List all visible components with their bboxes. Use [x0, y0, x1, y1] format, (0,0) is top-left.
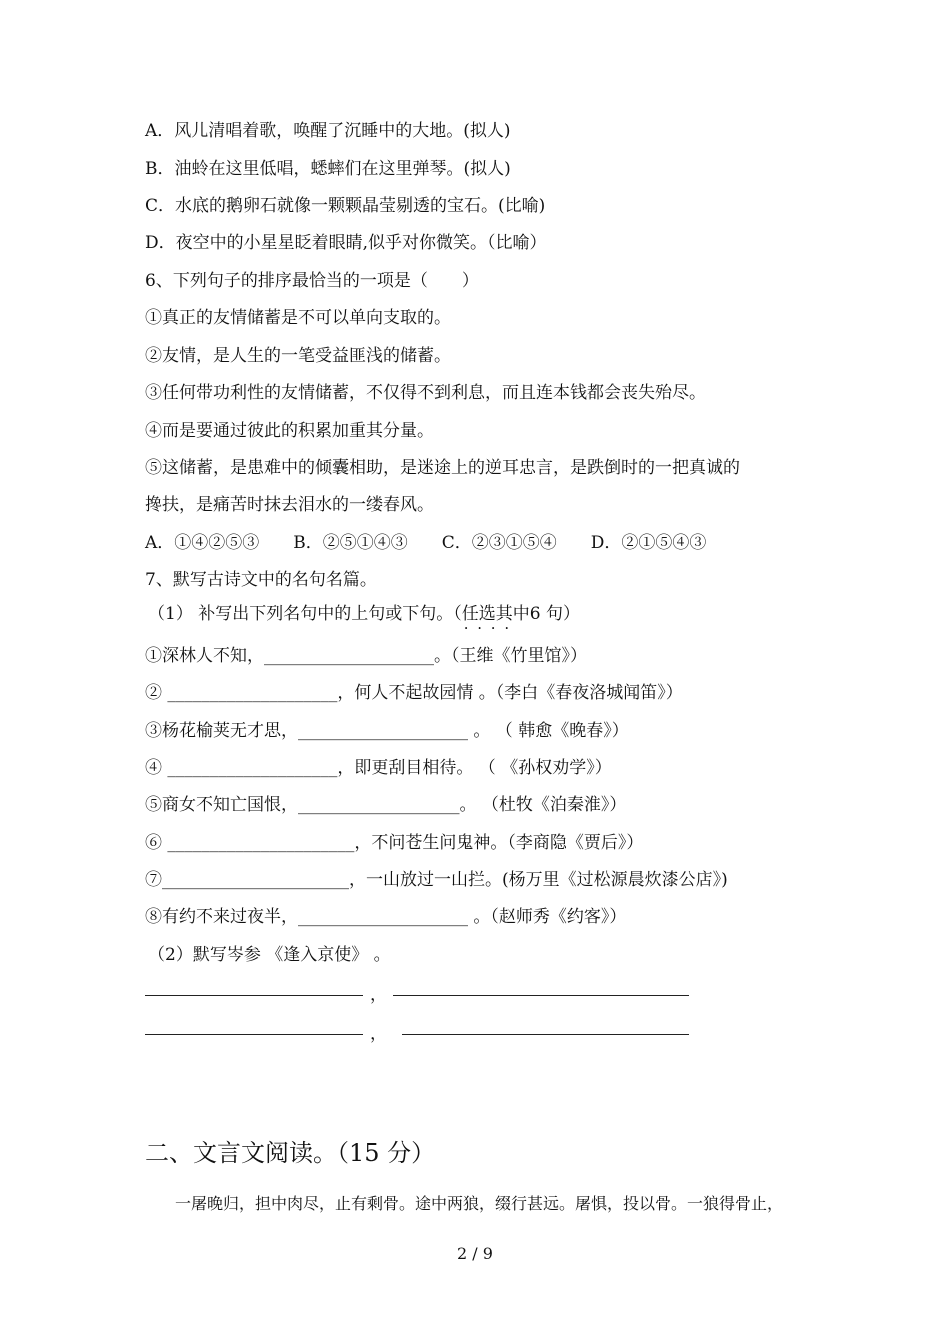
- answer-blank-1a[interactable]: [145, 995, 363, 996]
- answer-comma-2: ，: [370, 1024, 387, 1044]
- answer-comma-1: ，: [370, 985, 387, 1005]
- sentence-5: ⑤这储蓄，是患难中的倾囊相助，是迷途上的逆耳忠言，是跌倒时的一把真诚的: [145, 458, 740, 478]
- option-d: D．夜空中的小星星眨着眼睛,似乎对你微笑。（比喻）: [145, 233, 547, 253]
- sentence-1: ①真正的友情储蓄是不可以单向支取的。: [145, 308, 451, 328]
- sentence-2: ②友情，是人生的一笔受益匪浅的储蓄。: [145, 346, 451, 366]
- fill-item-4: ④ ____________________，即更刮目相待。 （ 《孙权劝学》）: [145, 758, 612, 778]
- q7-sub1-prefix: （1） 补写出下列名句中的上句或下句。（: [148, 604, 462, 624]
- fill-item-2: ② ____________________，何人不起故园情 。（李白《春夜洛城闻笛》）: [145, 683, 683, 703]
- answer-blank-1b[interactable]: [393, 995, 689, 996]
- q7-sub1: [148, 603, 580, 625]
- question-7: 7、默写古诗文中的名句名篇。: [145, 570, 377, 590]
- q7-sub2: （2）默写岑参 《逢入京使》 。: [148, 945, 391, 965]
- sentence-5-cont: 搀扶，是痛苦时抹去泪水的一缕春风。: [145, 495, 434, 515]
- answer-blank-2a[interactable]: [145, 1034, 363, 1035]
- fill-item-7: ⑦______________________，一山放过一山拦。(杨万里《过松源晨炊漆公店》): [145, 870, 728, 890]
- q7-sub1-suffix: 6 句）: [529, 604, 580, 624]
- q6-options: A．①④②⑤③ B．②⑤①④③ C．②③①⑤④ D．②①⑤④③: [145, 533, 707, 553]
- sentence-4: ④而是要通过彼此的积累加重其分量。: [145, 421, 434, 441]
- option-a: A．风儿清唱着歌，唤醒了沉睡中的大地。(拟人): [145, 121, 511, 141]
- fill-item-8: ⑧有约不来过夜半，____________________ 。（赵师秀《约客》）: [145, 907, 627, 927]
- option-b: B．油蛉在这里低唱，蟋蟀们在这里弹琴。(拟人): [145, 159, 511, 179]
- question-6: 6、下列句子的排序最恰当的一项是（ ）: [145, 271, 479, 291]
- fill-item-3: ③杨花榆荚无才思，____________________ 。 （ 韩愈《晚春》）: [145, 721, 629, 741]
- answer-blank-2b[interactable]: [402, 1034, 689, 1035]
- option-c: C．水底的鹅卵石就像一颗颗晶莹剔透的宝石。(比喻): [145, 196, 546, 216]
- fill-item-6: ⑥ ______________________，不问苍生问鬼神。（李商隐《贾后》）: [145, 833, 644, 853]
- sentence-3: ③任何带功利性的友情储蓄，不仅得不到利息，而且连本钱都会丧失殆尽。: [145, 383, 706, 403]
- emphasis-dotted-text: 任选其中 · · · ·: [462, 604, 530, 624]
- fill-item-5: ⑤商女不知亡国恨，___________________。 （杜牧《泊秦淮》）: [145, 795, 627, 815]
- page-number: 2 / 9: [457, 1244, 493, 1263]
- section-heading: 二、文言文阅读。（15 分）: [145, 1139, 436, 1167]
- fill-item-1: ①深林人不知，____________________。（王维《竹里馆》）: [145, 646, 587, 666]
- classical-text: 一屠晚归，担中肉尽，止有剩骨。途中两狼，缀行甚远。屠惧，投以骨。一狼得骨止，: [175, 1194, 784, 1213]
